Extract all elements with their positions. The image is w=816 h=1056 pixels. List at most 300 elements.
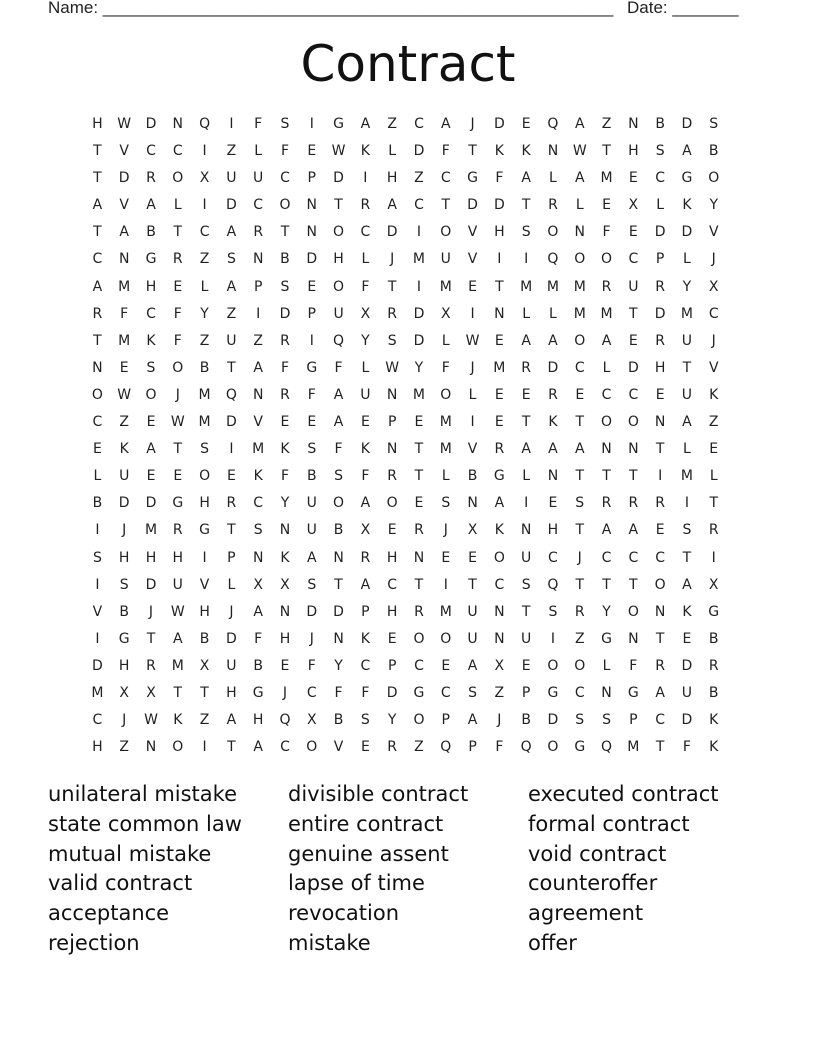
grid-letter: E bbox=[494, 332, 504, 349]
grid-letter: L bbox=[388, 143, 397, 160]
grid-letter: T bbox=[575, 414, 585, 431]
grid-letter: M bbox=[600, 170, 613, 187]
grid-letter: R bbox=[253, 224, 264, 241]
grid-letter: K bbox=[119, 441, 129, 458]
grid-letter: E bbox=[521, 386, 531, 403]
grid-letter: N bbox=[333, 549, 344, 566]
grid-letter: W bbox=[572, 143, 587, 160]
grid-letter: Y bbox=[334, 657, 343, 674]
grid-letter: H bbox=[92, 739, 103, 756]
grid-letter: Z bbox=[387, 116, 397, 132]
grid-letter: M bbox=[252, 441, 265, 458]
grid-letter: E bbox=[521, 657, 531, 674]
grid-letter: M bbox=[680, 305, 693, 322]
grid-letter: U bbox=[333, 305, 344, 322]
grid-letter: N bbox=[494, 603, 505, 620]
grid-letter: E bbox=[655, 522, 665, 539]
grid-letter: P bbox=[387, 657, 397, 674]
grid-letter: P bbox=[361, 603, 370, 620]
grid-letter: L bbox=[200, 278, 209, 295]
grid-letter: E bbox=[387, 630, 397, 647]
grid-letter: X bbox=[119, 684, 129, 701]
grid-letter: A bbox=[253, 359, 263, 376]
grid-letter: A bbox=[628, 522, 639, 539]
grid-letter: Y bbox=[361, 332, 370, 349]
grid-letter: E bbox=[280, 414, 290, 431]
grid-letter: D bbox=[413, 143, 425, 160]
grid-letter: D bbox=[654, 224, 666, 241]
grid-letter: E bbox=[441, 657, 451, 674]
grid-letter: G bbox=[601, 630, 612, 647]
grid-letter: I bbox=[416, 278, 422, 295]
grid-letter: D bbox=[547, 712, 559, 729]
grid-letter: D bbox=[386, 224, 398, 241]
grid-letter: C bbox=[494, 576, 505, 593]
grid-letter: O bbox=[279, 197, 291, 214]
grid-letter: F bbox=[120, 305, 129, 322]
grid-letter: G bbox=[627, 684, 639, 701]
grid-letter: L bbox=[656, 197, 665, 214]
grid-letter: D bbox=[306, 251, 318, 268]
grid-letter: N bbox=[628, 441, 639, 458]
grid-letter: E bbox=[173, 278, 183, 295]
grid-letter: N bbox=[306, 224, 318, 241]
grid-letter: F bbox=[334, 359, 343, 376]
grid-letter: T bbox=[173, 224, 183, 241]
grid-letter: R bbox=[494, 441, 505, 458]
grid-letter: P bbox=[307, 305, 316, 322]
grid-letter: O bbox=[440, 386, 452, 403]
grid-letter: M bbox=[573, 305, 586, 322]
grid-letter: A bbox=[521, 441, 531, 458]
grid-letter: T bbox=[468, 143, 477, 160]
grid-letter: E bbox=[441, 549, 451, 566]
grid-letter: N bbox=[654, 414, 666, 431]
grid-letter: I bbox=[524, 495, 529, 512]
grid-letter: C bbox=[574, 684, 585, 701]
grid-letter: I bbox=[309, 116, 314, 132]
grid-letter: H bbox=[494, 224, 505, 241]
grid-letter: S bbox=[280, 116, 290, 132]
grid-letter: C bbox=[146, 305, 156, 322]
grid-letter: M bbox=[600, 305, 613, 322]
grid-letter: A bbox=[306, 549, 317, 566]
grid-letter: S bbox=[119, 576, 129, 593]
grid-letter: F bbox=[682, 739, 691, 756]
grid-letter: S bbox=[200, 441, 210, 458]
grid-letter: U bbox=[306, 522, 317, 539]
grid-letter: M bbox=[91, 684, 104, 701]
grid-letter: M bbox=[627, 739, 640, 756]
grid-letter: N bbox=[547, 468, 559, 485]
grid-letter: T bbox=[414, 468, 424, 485]
grid-letter: K bbox=[280, 441, 290, 458]
grid-letter: I bbox=[550, 630, 556, 647]
grid-letter: X bbox=[253, 576, 263, 593]
grid-letter: V bbox=[467, 224, 478, 241]
grid-letter: F bbox=[280, 468, 289, 485]
grid-letter: A bbox=[360, 576, 371, 593]
grid-letter: C bbox=[172, 143, 183, 160]
grid-letter: T bbox=[655, 739, 665, 756]
grid-letter: F bbox=[173, 332, 182, 349]
grid-letter: O bbox=[333, 224, 345, 241]
grid-letter: D bbox=[681, 116, 693, 132]
grid-letter: J bbox=[122, 712, 127, 729]
grid-letter: O bbox=[172, 359, 184, 376]
grid-letter: O bbox=[333, 495, 345, 512]
grid-letter: X bbox=[440, 305, 451, 322]
grid-letter: A bbox=[682, 576, 692, 593]
grid-letter: O bbox=[627, 414, 639, 431]
grid-letter: B bbox=[333, 712, 344, 729]
grid-letter: T bbox=[173, 441, 183, 458]
grid-letter: E bbox=[709, 441, 719, 458]
grid-letter: C bbox=[280, 739, 290, 756]
grid-letter: T bbox=[280, 224, 290, 241]
grid-letter: A bbox=[360, 495, 371, 512]
grid-letter: A bbox=[467, 712, 478, 729]
grid-letter: U bbox=[467, 603, 478, 620]
grid-letter: C bbox=[655, 712, 666, 729]
word-list-item: rejection bbox=[48, 930, 140, 955]
grid-letter: X bbox=[467, 522, 478, 539]
grid-letter: D bbox=[493, 116, 505, 132]
grid-letter: I bbox=[95, 576, 100, 593]
grid-letter: A bbox=[92, 278, 103, 295]
grid-letter: B bbox=[199, 630, 210, 647]
grid-letter: G bbox=[708, 603, 720, 620]
grid-letter: N bbox=[574, 224, 585, 241]
grid-letter: N bbox=[628, 116, 639, 132]
grid-letter: S bbox=[387, 332, 397, 349]
grid-letter: D bbox=[681, 712, 693, 729]
word-list-item: acceptance bbox=[48, 901, 170, 926]
word-list-item: valid contract bbox=[48, 871, 193, 896]
grid-letter: A bbox=[601, 522, 612, 539]
grid-letter: S bbox=[575, 712, 585, 729]
grid-letter: T bbox=[709, 495, 718, 512]
grid-letter: A bbox=[226, 224, 237, 241]
grid-letter: H bbox=[654, 359, 666, 376]
grid-letter: R bbox=[360, 197, 371, 214]
grid-letter: T bbox=[629, 305, 638, 322]
grid-letter: S bbox=[307, 576, 317, 593]
grid-letter: B bbox=[280, 251, 290, 268]
grid-letter: A bbox=[682, 143, 692, 160]
grid-letter: A bbox=[521, 332, 531, 349]
grid-letter: B bbox=[521, 712, 531, 729]
grid-letter: A bbox=[360, 116, 371, 132]
grid-letter: C bbox=[92, 414, 103, 431]
grid-letter: H bbox=[386, 170, 398, 187]
grid-letter: X bbox=[708, 278, 719, 295]
grid-letter: N bbox=[386, 386, 398, 403]
page-title: Contract bbox=[300, 35, 516, 93]
grid-letter: P bbox=[307, 170, 316, 187]
grid-letter: S bbox=[226, 251, 236, 268]
grid-letter: K bbox=[146, 332, 156, 349]
grid-letter: L bbox=[549, 170, 557, 187]
grid-letter: I bbox=[229, 116, 234, 132]
grid-letter: R bbox=[655, 278, 665, 295]
grid-letter: J bbox=[122, 522, 127, 539]
grid-letter: E bbox=[307, 143, 317, 160]
grid-letter: R bbox=[414, 603, 424, 620]
grid-letter: E bbox=[548, 495, 558, 512]
grid-letter: R bbox=[226, 495, 237, 512]
grid-letter: W bbox=[465, 332, 480, 349]
grid-letter: B bbox=[708, 630, 719, 647]
grid-letter: U bbox=[681, 684, 693, 701]
grid-letter: A bbox=[574, 441, 585, 458]
grid-letter: A bbox=[548, 332, 558, 349]
grid-letter: U bbox=[306, 495, 317, 512]
grid-letter: A bbox=[521, 170, 531, 187]
grid-letter: U bbox=[172, 576, 183, 593]
grid-letter: J bbox=[470, 116, 475, 132]
grid-letter: Y bbox=[200, 305, 209, 322]
grid-letter: R bbox=[601, 278, 612, 295]
grid-letter: A bbox=[387, 197, 397, 214]
grid-letter: O bbox=[601, 251, 613, 268]
grid-letter: Z bbox=[253, 332, 263, 349]
grid-letter: V bbox=[467, 251, 478, 268]
grid-letter: T bbox=[655, 630, 665, 647]
word-list-item: executed contract bbox=[528, 782, 719, 806]
grid-letter: W bbox=[117, 116, 132, 132]
grid-letter: A bbox=[119, 224, 129, 241]
grid-letter: L bbox=[93, 468, 102, 485]
grid-letter: N bbox=[386, 441, 398, 458]
grid-letter: H bbox=[172, 549, 184, 566]
grid-letter: D bbox=[547, 359, 559, 376]
grid-letter: E bbox=[360, 414, 370, 431]
grid-letter: R bbox=[414, 522, 424, 539]
grid-letter: L bbox=[441, 332, 450, 349]
grid-letter: H bbox=[145, 278, 157, 295]
grid-letter: E bbox=[146, 468, 156, 485]
grid-letter: N bbox=[279, 603, 291, 620]
grid-letter: T bbox=[93, 170, 102, 187]
grid-letter: N bbox=[252, 386, 264, 403]
grid-letter: R bbox=[280, 386, 290, 403]
grid-letter: A bbox=[655, 684, 665, 701]
grid-letter: D bbox=[627, 359, 639, 376]
grid-letter: E bbox=[360, 739, 370, 756]
grid-letter: K bbox=[280, 549, 290, 566]
grid-letter: N bbox=[92, 359, 103, 376]
grid-letter: N bbox=[654, 603, 666, 620]
grid-letter: A bbox=[146, 441, 156, 458]
grid-letter: M bbox=[573, 278, 586, 295]
grid-letter: N bbox=[252, 549, 264, 566]
grid-letter: C bbox=[440, 170, 451, 187]
grid-letter: K bbox=[360, 630, 370, 647]
grid-letter: H bbox=[386, 549, 398, 566]
grid-letter: L bbox=[227, 576, 236, 593]
grid-letter: Y bbox=[602, 603, 611, 620]
grid-letter: J bbox=[577, 549, 582, 566]
grid-letter: O bbox=[547, 657, 559, 674]
grid-letter: G bbox=[493, 468, 505, 485]
grid-letter: C bbox=[92, 712, 103, 729]
grid-letter: H bbox=[145, 549, 157, 566]
grid-letter: D bbox=[279, 305, 291, 322]
grid-letter: I bbox=[202, 549, 207, 566]
grid-letter: I bbox=[658, 468, 663, 485]
grid-letter: X bbox=[199, 657, 210, 674]
grid-letter: A bbox=[601, 332, 612, 349]
grid-letter: L bbox=[468, 386, 477, 403]
grid-letter: P bbox=[629, 712, 638, 729]
grid-letter: J bbox=[711, 332, 716, 349]
grid-letter: K bbox=[709, 712, 719, 729]
grid-letter: E bbox=[494, 414, 504, 431]
grid-letter: T bbox=[173, 684, 183, 701]
grid-letter: A bbox=[146, 197, 156, 214]
grid-letter: M bbox=[144, 522, 158, 539]
grid-letter: E bbox=[468, 549, 477, 566]
grid-letter: O bbox=[440, 224, 452, 241]
grid-letter: T bbox=[200, 684, 209, 701]
grid-letter: Z bbox=[414, 170, 424, 187]
grid-letter: F bbox=[254, 630, 263, 647]
grid-letter: C bbox=[574, 359, 585, 376]
grid-letter: K bbox=[253, 468, 263, 485]
grid-letter: L bbox=[549, 305, 557, 322]
grid-letter: M bbox=[439, 441, 452, 458]
grid-letter: Z bbox=[708, 414, 719, 431]
grid-letter: L bbox=[361, 251, 370, 268]
grid-letter: A bbox=[333, 386, 344, 403]
grid-letter: I bbox=[684, 495, 689, 512]
grid-letter: F bbox=[334, 684, 343, 701]
grid-letter: K bbox=[682, 197, 692, 214]
grid-letter: E bbox=[628, 170, 638, 187]
grid-letter: D bbox=[118, 495, 130, 512]
grid-letter: M bbox=[412, 251, 425, 268]
grid-letter: G bbox=[681, 170, 693, 187]
word-list-item: revocation bbox=[288, 901, 400, 926]
grid-letter: T bbox=[414, 576, 424, 593]
grid-letter: R bbox=[601, 495, 612, 512]
word-list-item: formal contract bbox=[528, 811, 690, 836]
grid-letter: U bbox=[681, 386, 693, 403]
word-list-item: divisible contract bbox=[288, 782, 469, 806]
grid-letter: C bbox=[655, 170, 666, 187]
grid-letter: E bbox=[682, 630, 692, 647]
grid-letter: N bbox=[145, 739, 157, 756]
grid-letter: S bbox=[307, 441, 317, 458]
grid-letter: T bbox=[521, 603, 531, 620]
grid-letter: P bbox=[227, 549, 236, 566]
grid-letter: C bbox=[414, 657, 424, 674]
grid-letter: R bbox=[548, 197, 558, 214]
grid-letter: R bbox=[387, 739, 398, 756]
grid-letter: C bbox=[253, 495, 264, 512]
grid-letter: Z bbox=[226, 143, 237, 160]
word-list-item: counteroffer bbox=[528, 871, 658, 896]
grid-letter: Z bbox=[494, 684, 505, 701]
grid-letter: S bbox=[360, 712, 370, 729]
grid-letter: G bbox=[172, 495, 184, 512]
grid-letter: I bbox=[202, 197, 207, 214]
grid-letter: N bbox=[467, 495, 478, 512]
grid-letter: X bbox=[199, 170, 210, 187]
grid-letter: C bbox=[655, 549, 666, 566]
grid-letter: R bbox=[708, 522, 719, 539]
grid-letter: O bbox=[91, 386, 103, 403]
grid-letter: O bbox=[708, 170, 720, 187]
grid-letter: T bbox=[93, 332, 102, 349]
grid-letter: A bbox=[548, 441, 558, 458]
grid-letter: A bbox=[574, 170, 585, 187]
grid-letter: F bbox=[361, 684, 370, 701]
grid-letter: O bbox=[145, 386, 157, 403]
grid-letter: V bbox=[333, 739, 344, 756]
grid-letter: A bbox=[226, 712, 237, 729]
grid-letter: F bbox=[280, 359, 289, 376]
grid-letter: G bbox=[574, 739, 586, 756]
grid-letter: T bbox=[414, 441, 424, 458]
grid-letter: R bbox=[146, 170, 156, 187]
grid-letter: O bbox=[440, 630, 452, 647]
grid-letter: N bbox=[494, 305, 505, 322]
grid-letter: W bbox=[144, 712, 158, 729]
grid-letter: I bbox=[524, 251, 529, 268]
grid-letter: S bbox=[602, 712, 611, 729]
grid-letter: M bbox=[439, 278, 452, 295]
grid-letter: N bbox=[118, 251, 130, 268]
grid-letter: K bbox=[494, 143, 504, 160]
grid-letter: T bbox=[602, 143, 611, 160]
grid-letter: X bbox=[708, 576, 719, 593]
grid-letter: I bbox=[443, 576, 448, 593]
grid-letter: O bbox=[547, 224, 559, 241]
grid-letter: C bbox=[708, 305, 719, 322]
grid-letter: H bbox=[199, 495, 210, 512]
grid-letter: S bbox=[655, 143, 665, 160]
grid-letter: E bbox=[146, 414, 156, 431]
date-field-label: Date: _______ bbox=[627, 0, 739, 17]
grid-letter: N bbox=[547, 143, 559, 160]
grid-letter: R bbox=[521, 359, 532, 376]
grid-letter: Q bbox=[601, 739, 613, 756]
grid-letter: Z bbox=[119, 739, 129, 756]
grid-letter: C bbox=[92, 251, 103, 268]
grid-letter: R bbox=[172, 251, 183, 268]
grid-letter: T bbox=[629, 576, 638, 593]
grid-letter: T bbox=[682, 549, 692, 566]
grid-letter: D bbox=[333, 603, 344, 620]
grid-letter: M bbox=[118, 278, 131, 295]
grid-letter: R bbox=[387, 468, 398, 485]
grid-letter: E bbox=[521, 116, 531, 132]
grid-letter: C bbox=[414, 116, 424, 132]
grid-letter: C bbox=[146, 143, 156, 160]
grid-letter: A bbox=[253, 739, 263, 756]
grid-letter: M bbox=[118, 332, 131, 349]
grid-letter: T bbox=[602, 468, 611, 485]
grid-letter: H bbox=[252, 712, 264, 729]
grid-letter: C bbox=[440, 684, 451, 701]
grid-letter: C bbox=[280, 170, 290, 187]
grid-letter: E bbox=[119, 359, 129, 376]
grid-letter: O bbox=[547, 739, 559, 756]
grid-letter: Z bbox=[414, 739, 424, 756]
grid-letter: J bbox=[229, 603, 234, 620]
